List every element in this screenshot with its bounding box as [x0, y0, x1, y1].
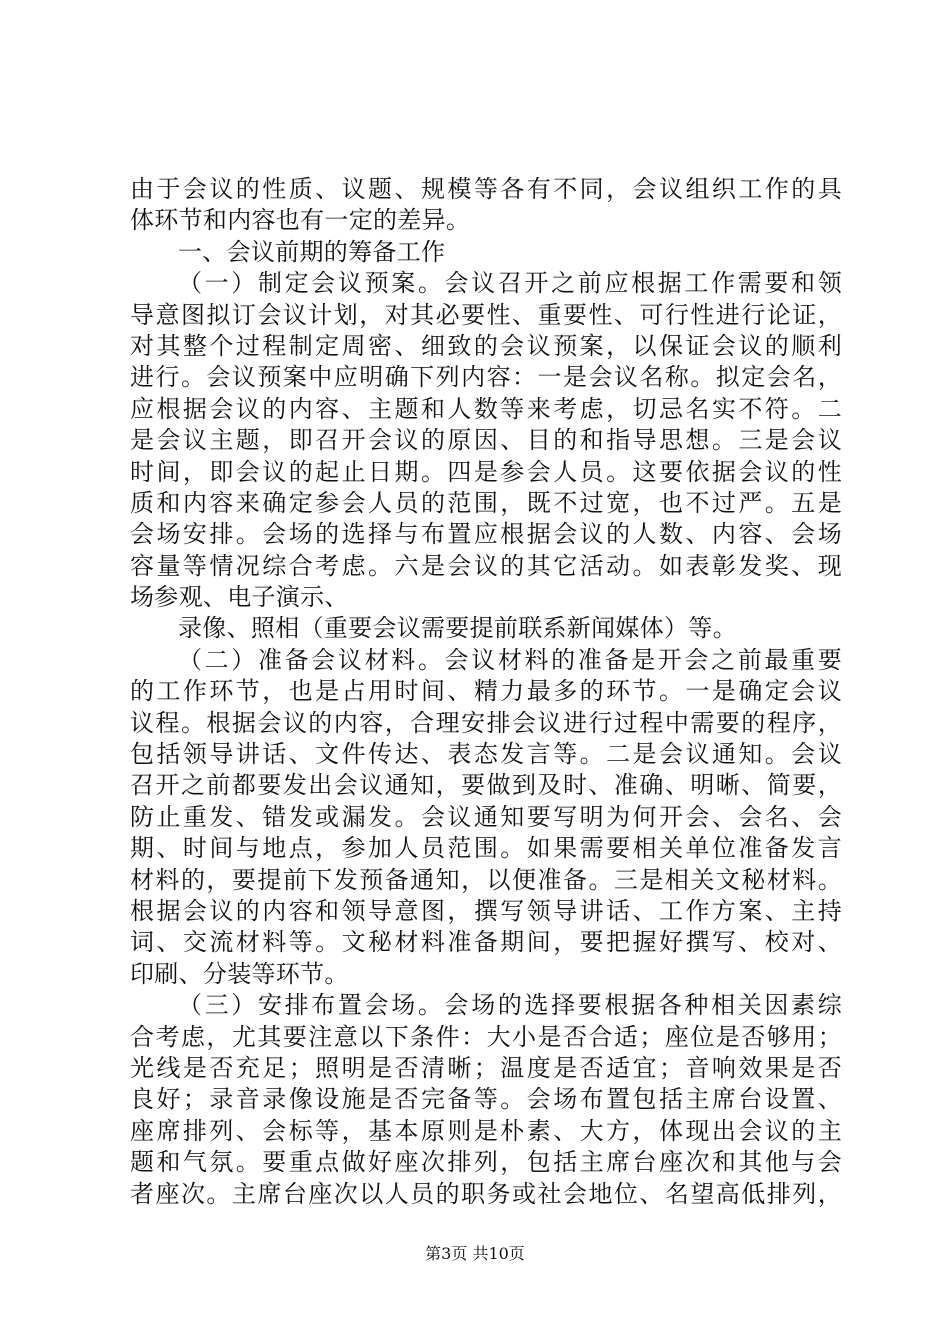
text-line: 召开之前都要发出会议通知，要做到及时、准确、明晰、简要，: [130, 771, 842, 800]
text-line: 者座次。主席台座次以人员的职务或社会地位、名望高低排列，: [130, 1179, 842, 1208]
text-line: 题和气氛。要重点做好座次排列，包括主席台座次和其他与会: [130, 1148, 842, 1177]
text-line: 进行。会议预案中应明确下列内容：一是会议名称。拟定会名，: [130, 363, 842, 392]
text-line: 一、会议前期的筹备工作: [178, 237, 446, 266]
text-line: 防止重发、错发或漏发。会议通知要写明为何开会、会名、会: [130, 802, 842, 831]
text-line: （二）准备会议材料。会议材料的准备是开会之前最重要: [178, 645, 842, 674]
text-line: 根据会议的内容和领导意图，撰写领导讲话、工作方案、主持: [130, 896, 842, 925]
text-line: 录像、照相（重要会议需要提前联系新闻媒体）等。: [178, 614, 737, 643]
text-line: 的工作环节，也是占用时间、精力最多的环节。一是确定会议: [130, 677, 842, 706]
document-body: [130, 174, 842, 1210]
text-line: 由于会议的性质、议题、规模等各有不同，会议组织工作的具: [130, 175, 842, 203]
text-line: 合考虑，尤其要注意以下条件：大小是否合适；座位是否够用；: [130, 1022, 842, 1051]
text-line: 质和内容来确定参会人员的范围，既不过宽，也不过严。五是: [130, 488, 842, 517]
text-line: 期、时间与地点，参加人员范围。如果需要相关单位准备发言: [130, 834, 842, 863]
text-line: 词、交流材料等。文秘材料准备期间，要把握好撰写、校对、: [130, 928, 842, 957]
text-line: 对其整个过程制定周密、细致的会议预案，以保证会议的顺利: [130, 331, 842, 360]
text-line: 良好；录音录像设施是否完备等。会场布置包括主席台设置、: [130, 1085, 842, 1114]
text-line: 导意图拟订会议计划，对其必要性、重要性、可行性进行论证，: [130, 300, 842, 329]
text-line: 场参观、电子演示、: [130, 583, 349, 612]
text-line: 包括领导讲话、文件传达、表态发言等。二是会议通知。会议: [130, 740, 842, 769]
text-line: 是会议主题，即召开会议的原因、目的和指导思想。三是会议: [130, 426, 842, 455]
text-line: 会场安排。会场的选择与布置应根据会议的人数、内容、会场: [130, 520, 842, 549]
text-line: 体环节和内容也有一定的差异。: [130, 206, 471, 235]
text-line: 光线是否充足；照明是否清晰；温度是否适宜；音响效果是否: [130, 1053, 842, 1082]
text-line: 时间，即会议的起止日期。四是参会人员。这要依据会议的性: [130, 457, 842, 486]
text-line: 印刷、分装等环节。: [130, 959, 349, 988]
page-footer: 第3页 共10页: [425, 1244, 525, 1263]
text-line: 座席排列、会标等，基本原则是朴素、大方，体现出会议的主: [130, 1116, 842, 1145]
text-line: 应根据会议的内容、主题和人数等来考虑，切忌名实不符。二: [130, 394, 842, 423]
text-line: 材料的，要提前下发预备通知，以便准备。三是相关文秘材料。: [130, 865, 842, 894]
text-line: 容量等情况综合考虑。六是会议的其它活动。如表彰发奖、现: [130, 551, 842, 580]
text-line: （一）制定会议预案。会议召开之前应根据工作需要和领: [178, 269, 842, 298]
text-line: 议程。根据会议的内容，合理安排会议进行过程中需要的程序，: [130, 708, 842, 737]
text-line: （三）安排布置会场。会场的选择要根据各种相关因素综: [178, 991, 842, 1020]
